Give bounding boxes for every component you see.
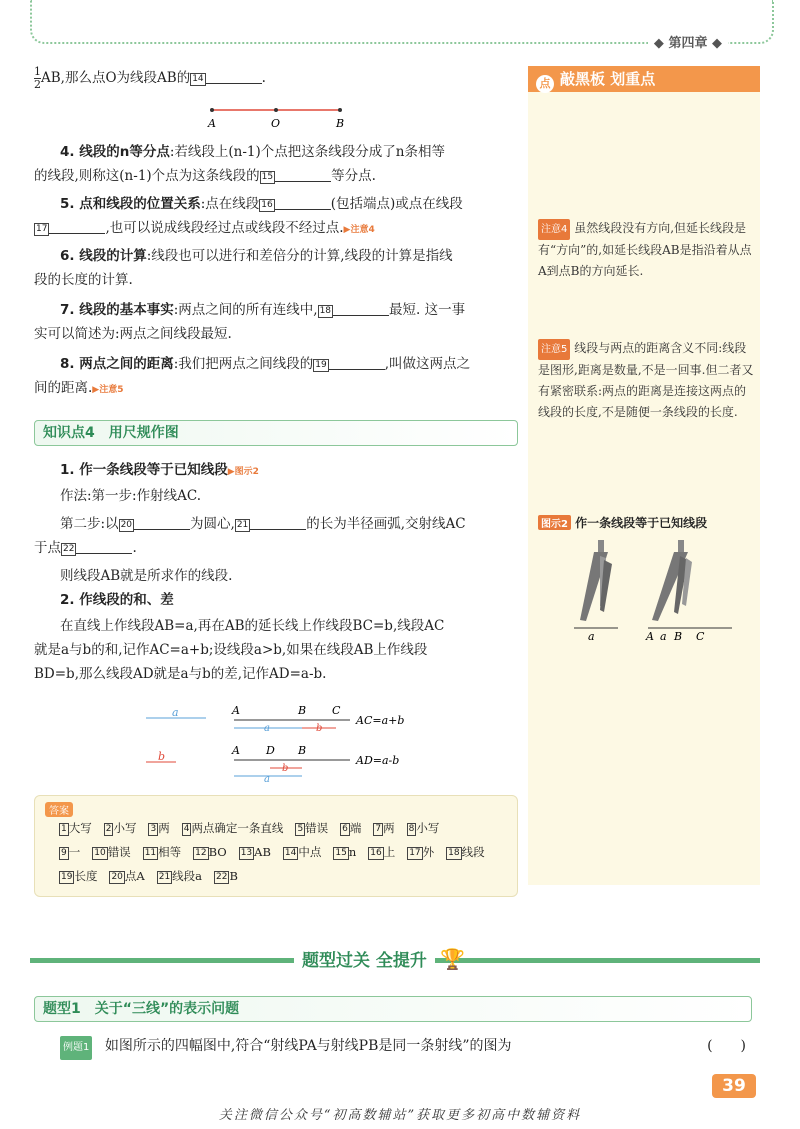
- fraction-numerator: 1: [34, 65, 41, 78]
- chapter-text: 第四章: [668, 36, 708, 51]
- item6-t1: :线段也可以进行和差倍分的计算,线段的计算是指线: [146, 248, 453, 264]
- answer-number: 19: [61, 872, 73, 882]
- sidebar-fig2-caption: [538, 514, 758, 531]
- answers-box: [34, 795, 518, 897]
- answer-number: 9: [61, 848, 67, 858]
- answer-paren[interactable]: ( ): [707, 1038, 746, 1054]
- answer-text: 小写: [113, 821, 137, 835]
- answer-item: [283, 845, 321, 859]
- fig-D2: D: [266, 744, 275, 757]
- page-number: 39: [712, 1074, 756, 1098]
- fraction-denominator: 2: [34, 78, 41, 91]
- eq-diff: AD=a-b: [356, 754, 400, 767]
- answer-item: [59, 821, 92, 835]
- item4-title: 4. 线段的n等分点: [60, 144, 170, 160]
- answer-item: [407, 821, 440, 835]
- answers-row-1: [59, 816, 451, 840]
- item-7: [34, 298, 518, 346]
- fig-A2: A: [232, 744, 240, 757]
- item-6: [34, 244, 518, 292]
- sidebar-header: [528, 66, 760, 92]
- answer-item: [104, 821, 137, 835]
- item4-t1: :若线段上(n-1)个点把这条线段分成了n条相等: [169, 144, 445, 160]
- answer-item: [295, 821, 328, 835]
- seg-a-label: a: [172, 706, 179, 719]
- item7-t1: :两点之间的所有连线中,: [173, 302, 318, 318]
- answer-text: 线段a: [172, 869, 203, 883]
- answer-number: 15: [335, 848, 347, 858]
- item8-t1: :我们把两点之间线段的: [173, 356, 314, 372]
- eq-sum: AC=a+b: [356, 714, 405, 727]
- answer-text: BO: [208, 845, 227, 859]
- item8-title: 8. 两点之间的距离: [60, 356, 174, 372]
- answers-row-3: [59, 864, 250, 888]
- answer-text: 线段: [461, 845, 485, 859]
- item7-t2: 最短. 这一事: [389, 302, 466, 318]
- blank-number: 18: [319, 306, 332, 316]
- answer-item: [333, 845, 356, 859]
- answer-text: 错误: [305, 821, 329, 835]
- answer-text: 两: [383, 821, 395, 835]
- note4-link[interactable]: ▶注意4: [343, 225, 375, 235]
- answer-number: 20: [111, 872, 123, 882]
- answer-item: [373, 821, 394, 835]
- sum-diff-text-1: 在直线上作线段AB=a,再在AB的延长线上作线段BC=b,线段AC: [60, 618, 445, 634]
- line1-text: AB,那么点O为线段AB的: [41, 70, 191, 86]
- answer-text: 两: [158, 821, 170, 835]
- answer-text: 点A: [124, 869, 145, 883]
- item5-t3: ,也可以说成线段经过点或线段不经过点.: [105, 220, 344, 236]
- band-title: 题型过关 全提升: [294, 951, 435, 971]
- answer-item: [59, 869, 97, 883]
- answer-item: [239, 845, 271, 859]
- answer-number: 22: [216, 872, 228, 882]
- item4-t3: 等分点.: [331, 168, 376, 184]
- step2-t3: 的长为半径画弧,交射线AC: [306, 516, 466, 532]
- section-header-4: 知识点4 用尺规作图: [34, 420, 518, 446]
- answer-number: 16: [370, 848, 382, 858]
- item-5: [34, 192, 518, 242]
- line1-end: .: [261, 70, 266, 86]
- answer-text: 上: [383, 845, 396, 859]
- chapter-label: ◆ 第四章 ◆: [648, 32, 728, 51]
- answer-text: 相等: [158, 845, 182, 859]
- note5-tag: 注意5: [538, 339, 570, 360]
- answer-number: 6: [342, 824, 348, 834]
- answer-number: 13: [240, 848, 253, 858]
- answer-number: 8: [408, 824, 415, 834]
- blank-number: 16: [261, 200, 273, 210]
- blank-number: 19: [315, 360, 327, 370]
- answer-item: [157, 869, 202, 883]
- answer-item: [143, 845, 181, 859]
- answers-row-2: [59, 840, 497, 864]
- line-midpoint: [34, 66, 514, 91]
- blank-number: 21: [236, 520, 249, 530]
- sum-diff-text-2: 就是a与b的和,记作AC=a+b;设线段a>b,如果在线段AB上作线段: [34, 642, 428, 658]
- answer-text: 一: [68, 845, 81, 859]
- sidebar-note4: [538, 218, 754, 282]
- construct-equal-segment: [34, 458, 518, 686]
- answer-number: 18: [448, 848, 460, 858]
- answer-item: [214, 869, 238, 883]
- answer-blank-19[interactable]: [329, 354, 385, 370]
- note4-tag: 注意4: [538, 219, 570, 240]
- fig2-label-a2: a: [660, 630, 667, 643]
- step1-text: 作法:第一步:作射线AC.: [60, 488, 201, 504]
- answer-blank-16[interactable]: [275, 194, 331, 210]
- blank-number: 17: [36, 224, 48, 234]
- label-A: A: [208, 117, 216, 130]
- item5-t2: (包括端点)或点在线段: [330, 196, 463, 212]
- answer-blank-20[interactable]: [134, 514, 190, 530]
- answer-number: 12: [195, 848, 207, 858]
- blank-number: 15: [261, 172, 274, 182]
- blank-number: 22: [63, 544, 75, 554]
- example1-tag: 例题1: [60, 1036, 92, 1060]
- answer-number: 14: [284, 848, 297, 858]
- compass-right-icon: [648, 540, 732, 628]
- blank-number: 14: [192, 74, 204, 84]
- answer-text: 外: [422, 845, 435, 859]
- fig2-label-B: B: [674, 630, 683, 643]
- answer-text: 小写: [416, 821, 440, 835]
- item5-t1: :点在线段: [200, 196, 260, 212]
- fig2-link[interactable]: ▶图示2: [227, 467, 259, 477]
- fig2-label-A: A: [646, 630, 654, 643]
- item8-t2: ,叫做这两点之: [384, 356, 471, 372]
- sum-diff-text-3: BD=b,那么线段AD就是a与b的差,记作AD=a-b.: [34, 666, 327, 682]
- answer-number: 2: [105, 824, 112, 834]
- answer-blank-21[interactable]: [250, 514, 306, 530]
- trophy-icon: 🏆: [440, 947, 465, 971]
- fig-B2: B: [298, 744, 307, 757]
- fig2-tag: 图示2: [538, 515, 571, 530]
- answer-text: AB: [254, 845, 271, 859]
- answer-item: [109, 869, 144, 883]
- s4-1-title: 1. 作一条线段等于已知线段: [60, 462, 228, 478]
- answers-tag: 答案: [45, 802, 73, 817]
- example-1: [60, 1034, 750, 1060]
- item7-t3: 实可以简述为:两点之间线段最短.: [34, 326, 232, 342]
- answer-text: 长度: [74, 869, 98, 883]
- fig-B1: B: [298, 704, 307, 717]
- blank-number: 20: [120, 520, 133, 530]
- step-end-text: 则线段AB就是所求作的线段.: [60, 568, 233, 584]
- answer-number: 5: [297, 824, 304, 834]
- step2-t5: .: [132, 540, 137, 556]
- s4-2-title: 2. 作线段的和、差: [60, 592, 174, 608]
- fig-a-sub2: a: [264, 774, 270, 784]
- answer-item: [340, 821, 361, 835]
- step2-t1: 第二步:以: [60, 516, 119, 532]
- fig-a-sub: a: [264, 723, 270, 734]
- answer-text: n: [348, 845, 357, 859]
- answer-text: 端: [349, 821, 362, 835]
- footer-note: 关注微信公众号“初高数辅站”获取更多初高中数辅资料: [218, 1108, 582, 1123]
- answer-item: [407, 845, 434, 859]
- step2-t2: 为圆心,: [190, 516, 235, 532]
- type1-header: 题型1 关于“三线”的表示问题: [34, 996, 752, 1022]
- fig2-label-a: a: [588, 630, 595, 643]
- label-B: B: [336, 117, 345, 130]
- answer-blank-22[interactable]: [76, 538, 132, 554]
- item8-t3: 间的距离.: [34, 380, 93, 396]
- answer-item: [193, 845, 227, 859]
- answer-item: [148, 821, 169, 835]
- fig-b-sub: b: [316, 723, 323, 734]
- answer-text: 中点: [298, 845, 322, 859]
- note5-text: 线段与两点的距离含义不同:线段是图形,距离是数量,不是一回事.但二者又有紧密联系:两点的距离是连接这两点的线段的长度,不是随便一条线段的长度.: [538, 341, 754, 419]
- answer-item: [182, 821, 284, 835]
- answer-item: [59, 845, 80, 859]
- answer-text: B: [229, 869, 238, 883]
- label-O: O: [271, 117, 281, 130]
- note5-link[interactable]: ▶注意5: [92, 385, 124, 395]
- segment-AOB-figure: [200, 100, 360, 130]
- answer-item: [92, 845, 130, 859]
- compass-figure: [560, 536, 750, 646]
- answer-number: 7: [375, 824, 382, 834]
- answer-number: 17: [409, 848, 421, 858]
- answer-blank-17[interactable]: [49, 218, 105, 234]
- fig-A1: A: [232, 704, 240, 717]
- item6-title: 6. 线段的计算: [60, 248, 147, 264]
- sidebar-panel: [528, 85, 760, 885]
- answer-number: 4: [183, 824, 190, 834]
- key-point-icon: 点: [536, 75, 554, 93]
- answer-blank-18[interactable]: [333, 300, 389, 316]
- band-title-wrap: [294, 944, 465, 974]
- note4-text: 虽然线段没有方向,但延长线段是有“方向”的,如延长线段AB是指沿着从点A到点B的方向延长.: [538, 221, 752, 278]
- sidebar-note5: [538, 338, 754, 423]
- answer-number: 10: [94, 848, 106, 858]
- answer-item: [446, 845, 484, 859]
- item5-title: 5. 点和线段的位置关系: [60, 196, 201, 212]
- fig-b-sub2: b: [282, 763, 289, 774]
- item-4: [34, 140, 518, 188]
- answer-number: 1: [61, 824, 67, 834]
- item-8: [34, 352, 518, 402]
- item7-title: 7. 线段的基本事实: [60, 302, 174, 318]
- answer-text: 大写: [68, 821, 92, 835]
- fig2-label-C: C: [696, 630, 705, 643]
- answer-item: [368, 845, 395, 859]
- answer-text: 两点确定一条直线: [191, 821, 284, 835]
- fig2-title: 作一条线段等于已知线段: [575, 516, 708, 530]
- answer-text: 错误: [107, 845, 131, 859]
- answer-number: 21: [158, 872, 171, 882]
- seg-b-label: b: [158, 750, 166, 763]
- example1-text: 如图所示的四幅图中,符合“射线PA与射线PB是同一条射线”的图为: [104, 1038, 512, 1054]
- fig-C1: C: [332, 704, 341, 717]
- sum-difference-figure: [140, 702, 440, 784]
- answer-number: 11: [144, 848, 157, 858]
- answer-number: 3: [150, 824, 157, 834]
- compass-left-icon: [574, 540, 618, 628]
- answer-blank-15[interactable]: [275, 166, 331, 182]
- item4-t2: 的线段,则称这(n-1)个点为这条线段的: [34, 168, 260, 184]
- answer-blank-14[interactable]: [206, 68, 262, 84]
- sidebar-title: 敲黑板 划重点: [560, 70, 656, 88]
- item6-t2: 段的长度的计算.: [34, 272, 133, 288]
- step2-t4: 于点: [34, 540, 61, 556]
